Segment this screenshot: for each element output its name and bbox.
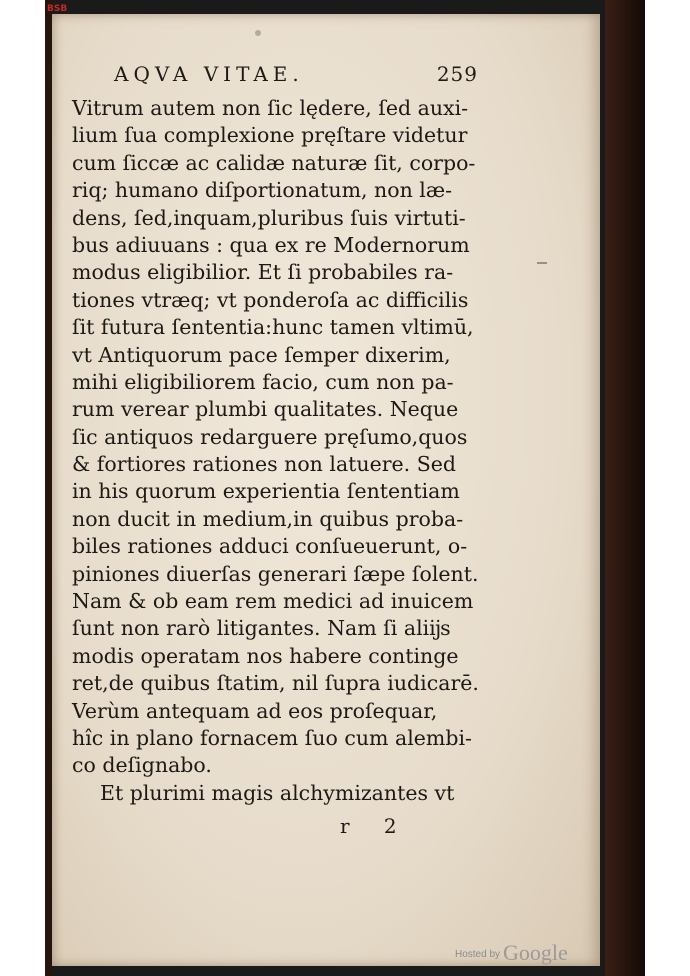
text-line: co deſignabo. xyxy=(72,753,212,778)
text-line: vt Antiquorum pace ſemper dixerim, xyxy=(72,342,451,367)
running-head xyxy=(100,62,490,92)
text-line: modis operatam nos habere continge xyxy=(72,643,459,668)
body-text xyxy=(72,95,477,807)
text-line: bus adiuuans : qua ex re Modernorum xyxy=(72,232,470,257)
text-line: lium ſua complexione pręſtare videtur xyxy=(72,123,468,148)
text-line: modus eligibilior. Et ſi probabiles ra- xyxy=(72,260,454,285)
google-logo: Google xyxy=(503,940,568,965)
library-mark: BSB xyxy=(47,4,68,14)
book-edge-right xyxy=(605,0,645,976)
text-line: piniones diuerſas generari ſæpe ſolent. xyxy=(72,561,479,586)
text-line: ret,de quibus ſtatim, nil ſupra iudicarē. xyxy=(72,671,479,696)
text-line: ſic antiquos redarguere pręſumo,quos xyxy=(72,424,468,449)
text-line: cum ſiccæ ac calidæ naturæ ſit, corpo- xyxy=(72,150,476,175)
paper-spot xyxy=(255,30,261,36)
text-line: tiones vtræq; vt ponderoſa ac difficilis xyxy=(72,287,469,312)
paragraph-start-line: Et plurimi magis alchymizantes vt xyxy=(100,780,455,805)
running-head-title: AQVA VITAE. xyxy=(114,62,304,86)
text-line: biles rationes adduci conſueuerunt, o- xyxy=(72,534,468,559)
paper-speck xyxy=(537,262,547,264)
text-line: hîc in plano fornacem ſuo cum alembi- xyxy=(72,725,472,750)
text-line: dens, ſed,inquam,pluribus ſuis virtuti- xyxy=(72,205,466,230)
hosted-by-watermark xyxy=(455,940,568,964)
text-line: ſit futura ſententia:hunc tamen vltimū, xyxy=(72,315,474,340)
text-line: Nam & ob eam rem medici ad inuicem xyxy=(72,589,474,614)
text-line: mihi eligibiliorem facio, cum non pa- xyxy=(72,369,454,394)
text-line: ſunt non rarò litigantes. Nam ſi aliĳs xyxy=(72,616,451,641)
page-number: 259 xyxy=(436,62,478,86)
text-line: & fortiores rationes non latuere. Sed xyxy=(72,452,457,477)
signature-mark: r 2 xyxy=(340,814,411,838)
text-line: in his quorum experientia ſententiam xyxy=(72,479,460,504)
text-line: rum verear plumbi qualitates. Neque xyxy=(72,397,459,422)
text-line: riq; humano diſportionatum, non læ- xyxy=(72,178,453,203)
text-line: non ducit in medium,in quibus proba- xyxy=(72,506,464,531)
watermark-prefix: Hosted by xyxy=(455,949,501,960)
text-line: Vitrum autem non ſic lędere, ſed auxi- xyxy=(72,96,469,120)
text-line: Verùm antequam ad eos proſequar, xyxy=(72,698,438,723)
